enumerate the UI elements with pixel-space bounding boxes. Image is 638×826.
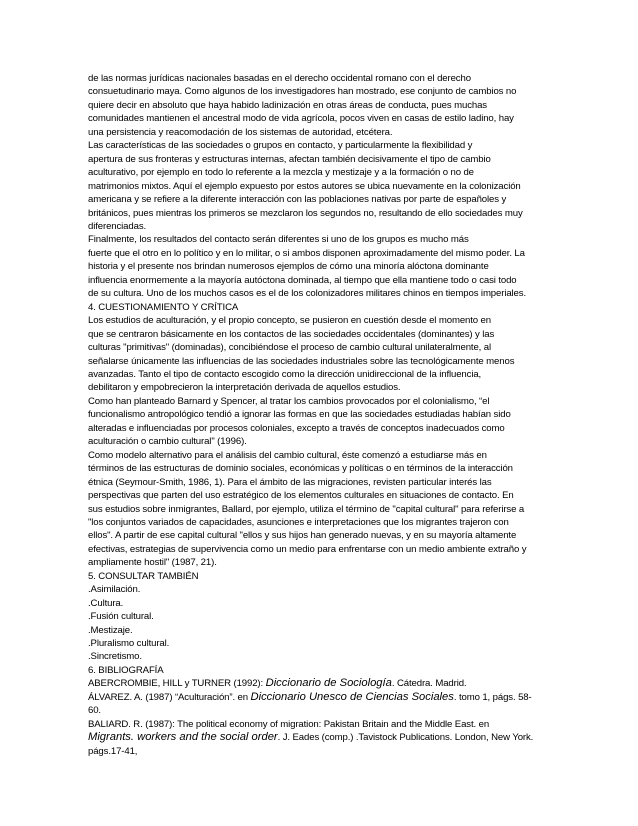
text-line: culturas "primitivas" (dominadas), concibiéndose el proceso de cambio cultural unilateralmente, al bbox=[88, 342, 491, 354]
text-line: 6. BIBLIOGRAFÍA bbox=[88, 664, 164, 676]
text-line: que se centraron básicamente en los contactos de las sociedades occidentales (dominantes) y las bbox=[88, 328, 495, 340]
text-line: étnica (Seymour-Smith, 1986, 1). Para el ámbito de las migraciones, revisten particular interés las bbox=[88, 476, 492, 488]
text-line: términos de las estructuras de dominio sociales, económicas y políticas o en términos de la interacción bbox=[88, 463, 513, 475]
text-line: una persistencia y reacomodación de los sistemas de autoridad, etcétera. bbox=[88, 126, 393, 138]
text-line: de las normas jurídicas nacionales basadas en el derecho occidental romano con el derecho bbox=[88, 73, 471, 84]
text-line: historia y el presente nos brindan numerosos ejemplos de cómo una minoría alóctona dominante bbox=[88, 261, 489, 273]
text-line: americana y se refiere a la diferente interacción con las poblaciones nativas por parte de españoles y bbox=[88, 194, 507, 206]
text-line: influencia enormemente a la mayoría autóctona dominada, al tiempo que ella mantiene todo o casi todo bbox=[88, 274, 517, 286]
text-line: apertura de sus fronteras y estructuras internas, afectan también decisivamente el tipo de cambio bbox=[88, 153, 491, 165]
citation-title: Migrants. workers and the social order bbox=[88, 731, 278, 744]
text-line: Como han planteado Barnard y Spencer, al tratar los cambios provocados por el colonialismo, “el bbox=[88, 395, 490, 407]
text-line: Finalmente, los resultados del contacto serán diferentes si uno de los grupos es mucho más bbox=[88, 234, 469, 246]
text-line: quiere decir en absoluto que haya habido ladinización en otras áreas de conducta, pues muchas bbox=[88, 99, 487, 111]
bibliography-entry-baliard: BALIARD. R. (1987): The political economy of migration: Pakistan Britain and the Middle East. en bbox=[88, 718, 490, 730]
text-line: 4. CUESTIONAMIENTO Y CRÍTICA bbox=[88, 301, 239, 313]
text-line: consuetudinario maya. Como algunos de los investigadores han mostrado, ese conjunto de cambios no bbox=[88, 86, 517, 98]
text-line: sus estudios sobre inmigrantes, Ballard, por ejemplo, utiliza el término de "capital cultural" para referirse a bbox=[88, 503, 525, 515]
text-line: perspectivas que parten del uso estratégico de los elementos culturales en situaciones de contacto. En bbox=[88, 490, 514, 502]
text-line: .Mestizaje. bbox=[88, 624, 133, 636]
text-line: .Sincretismo. bbox=[88, 651, 142, 663]
text-line: británicos, pues mientras los primeros se mezclaron los segundos no, resultando de ello sociedades muy bbox=[88, 207, 523, 219]
text-line: matrimonios mixtos. Aquí el ejemplo expuesto por estos autores se ubica nuevamente en la colonización bbox=[88, 180, 521, 192]
text-line: funcionalismo antropológico tendió a ignorar las formas en que las sociedades estudiadas habían sido bbox=[88, 409, 511, 421]
text-line: ellos". A partir de ese capital cultural "ellos y sus hijos han generado nuevas, y en su mayoría altamente bbox=[88, 530, 517, 542]
text-line: avanzadas. Tanto el tipo de contacto escogido como la dirección unidireccional de la influencia, bbox=[88, 368, 482, 380]
bibliography-entry-alvarez-cont: 60. bbox=[88, 705, 101, 717]
text-line: efectivas, estrategias de supervivencia como un medio para enfrentarse con un medio ambiente extraño y bbox=[88, 543, 527, 555]
text-line: aculturación o cambio cultural" (1996). bbox=[88, 436, 247, 448]
text-line: diferenciadas. bbox=[88, 220, 147, 232]
bibliography-entry-baliard-pages: págs.17-41, bbox=[88, 745, 138, 757]
text-line: 5. CONSULTAR TAMBIÉN bbox=[88, 570, 199, 582]
text-line: aculturativo, por ejemplo en todo lo referente a la mezcla y mestizaje y a la formación o no de bbox=[88, 167, 474, 179]
bibliography-entry-alvarez bbox=[88, 691, 546, 704]
text-line: .Cultura. bbox=[88, 597, 124, 609]
text-line: Los estudios de aculturación, y el propio concepto, se pusieron en cuestión desde el momento en bbox=[88, 315, 491, 327]
text-line: fuerte que el otro en lo político y en lo militar, o si ambos disponen aproximadamente del mismo poder. La bbox=[88, 247, 525, 259]
citation-title: Diccionario de Sociología bbox=[265, 677, 392, 690]
citation-details: . tomo 1, págs. 58- bbox=[453, 691, 532, 703]
text-line: Las características de las sociedades o grupos en contacto, y particularmente la flexibilidad y bbox=[88, 140, 473, 152]
bibliography-entry-baliard-cont bbox=[88, 731, 546, 744]
citation-details: . J. Eades (comp.) .Tavistock Publications. London, New York. bbox=[277, 732, 534, 744]
text-line: .Pluralismo cultural. bbox=[88, 638, 170, 650]
text-line: .Fusión cultural. bbox=[88, 611, 154, 623]
text-line: señalarse únicamente las influencias de las sociedades industriales sobre las tecnológicamente menos bbox=[88, 355, 515, 367]
text-line: Como modelo alternativo para el análisis del cambio cultural, éste comenzó a estudiarse más en bbox=[88, 449, 487, 461]
text-line: de su cultura. Uno de los muchos casos es el de los colonizadores militares chinos en tiempos imperiales. bbox=[88, 288, 526, 300]
citation-details: . Cátedra. Madrid. bbox=[391, 678, 467, 690]
text-line: ampliamente hostil" (1987, 21). bbox=[88, 557, 217, 569]
bibliography-entry-abercrombie bbox=[88, 677, 546, 690]
text-line: .Asimilación. bbox=[88, 584, 141, 596]
citation-author: ÁLVAREZ. A. (1987) “Aculturación”. en bbox=[88, 691, 251, 703]
body-text bbox=[88, 72, 546, 677]
citation-author: ABERCROMBIE, HILL y TURNER (1992): bbox=[88, 678, 266, 690]
document-page bbox=[88, 72, 546, 758]
text-line: alteradas e influenciadas por procesos coloniales, excepto a través de conceptos inadecuados como bbox=[88, 422, 505, 434]
text-line: "los conjuntos variados de capacidades, asunciones e interpretaciones que los migrantes trajeron con bbox=[88, 516, 509, 528]
text-line: comunidades mantienen el ancestral modo de vida agrícola, pocos viven en casas de estilo ladino, hay bbox=[88, 113, 514, 125]
citation-title: Diccionario Unesco de Ciencias Sociales bbox=[250, 690, 454, 703]
text-line: debilitaron y empobrecieron la interpretación derivada de aquellos estudios. bbox=[88, 382, 401, 394]
